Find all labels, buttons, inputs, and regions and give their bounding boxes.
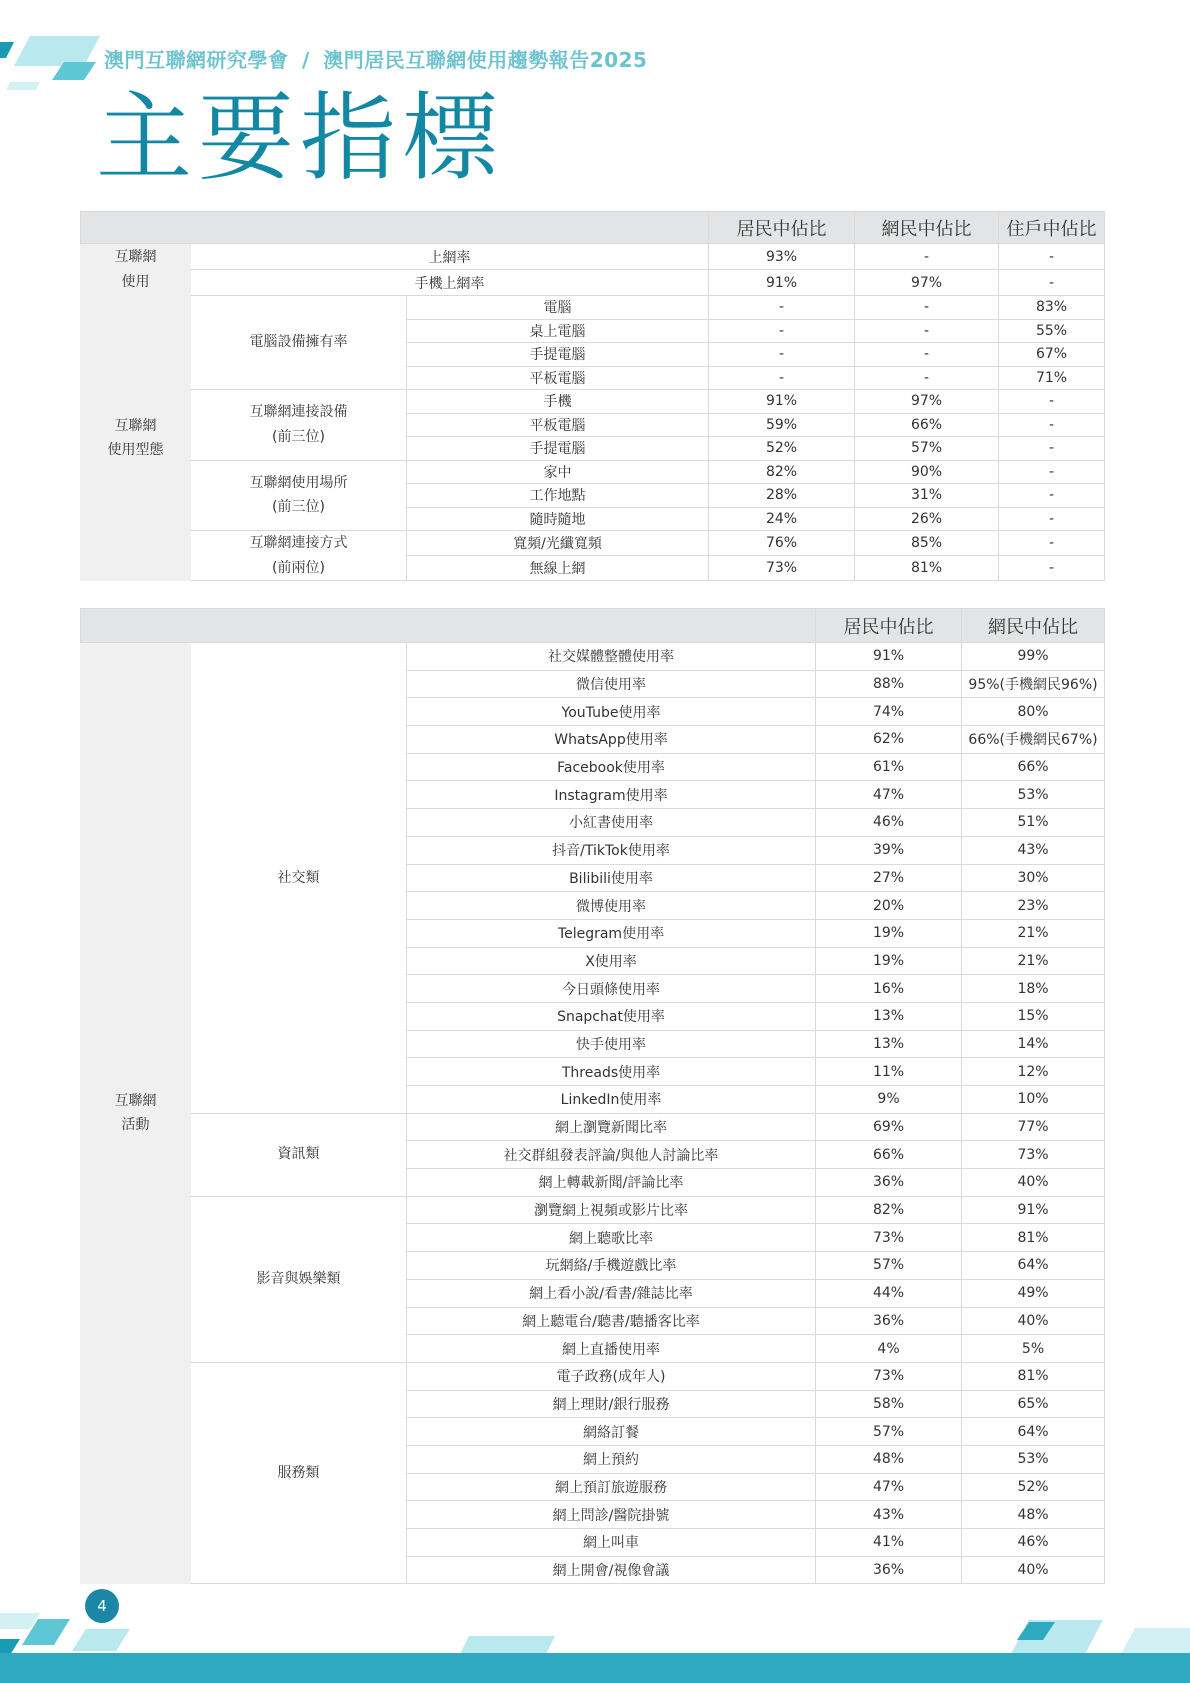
item-label: LinkedIn使用率 — [407, 1086, 816, 1114]
table-row — [81, 244, 1105, 270]
item-label: 瀏覽網上視頻或影片比率 — [407, 1196, 816, 1224]
item-label: 桌上電腦 — [407, 319, 709, 343]
value-cell: 28% — [709, 484, 855, 508]
value-cell: 62% — [816, 726, 962, 754]
value-cell: 81% — [962, 1362, 1105, 1390]
value-cell: 31% — [855, 484, 999, 508]
value-cell: 20% — [816, 892, 962, 920]
item-label: 網上直播使用率 — [407, 1335, 816, 1363]
value-cell: - — [709, 319, 855, 343]
value-cell: 82% — [816, 1196, 962, 1224]
value-cell: 52% — [709, 437, 855, 461]
col-header: 網民中佔比 — [962, 609, 1105, 643]
value-cell: 21% — [962, 947, 1105, 975]
value-cell: 57% — [816, 1418, 962, 1446]
value-cell: - — [855, 319, 999, 343]
footer-bar — [0, 1653, 1190, 1683]
value-cell: 73% — [816, 1224, 962, 1252]
value-cell: 47% — [816, 1473, 962, 1501]
item-label: 今日頭條使用率 — [407, 975, 816, 1003]
section-label: 互聯網 使用型態 — [81, 296, 191, 581]
value-cell: - — [709, 296, 855, 320]
item-label: 電子政務(成年人) — [407, 1362, 816, 1390]
item-label: X使用率 — [407, 947, 816, 975]
value-cell: 57% — [816, 1252, 962, 1280]
item-label: 無線上網 — [407, 556, 709, 581]
item-label: 玩網絡/手機遊戲比率 — [407, 1252, 816, 1280]
item-label: Facebook使用率 — [407, 753, 816, 781]
value-cell: - — [999, 390, 1105, 414]
value-cell: - — [999, 556, 1105, 581]
item-label: Bilibili使用率 — [407, 864, 816, 892]
value-cell: 65% — [962, 1390, 1105, 1418]
item-label: 手提電腦 — [407, 437, 709, 461]
bottom-right-decoration — [985, 1618, 1190, 1658]
group-label: 社交類 — [191, 643, 407, 1114]
table-row — [81, 390, 1105, 414]
value-cell: 52% — [962, 1473, 1105, 1501]
item-label: 寬頻/光纖寬頻 — [407, 531, 709, 556]
value-cell: 36% — [816, 1169, 962, 1197]
top-left-decoration — [0, 30, 110, 90]
item-label: 手提電腦 — [407, 343, 709, 367]
item-label: 電腦 — [407, 296, 709, 320]
value-cell: 66% — [962, 753, 1105, 781]
header-blank — [81, 609, 816, 643]
value-cell: - — [999, 484, 1105, 508]
item-label: 抖音/TikTok使用率 — [407, 836, 816, 864]
row-label: 手機上網率 — [191, 270, 709, 296]
value-cell: 9% — [816, 1086, 962, 1114]
value-cell: 53% — [962, 781, 1105, 809]
value-cell: 48% — [962, 1501, 1105, 1529]
item-label: 社交群組發表評論/與他人討論比率 — [407, 1141, 816, 1169]
value-cell: - — [709, 366, 855, 390]
value-cell: 40% — [962, 1307, 1105, 1335]
item-label: 網上聽電台/聽書/聽播客比率 — [407, 1307, 816, 1335]
value-cell: 55% — [999, 319, 1105, 343]
item-label: Snapchat使用率 — [407, 1002, 816, 1030]
usage-indicator-table — [80, 211, 1105, 581]
value-cell: 80% — [962, 698, 1105, 726]
page-title: 主要指標 — [96, 82, 504, 194]
value-cell: 36% — [816, 1307, 962, 1335]
value-cell: 5% — [962, 1335, 1105, 1363]
group-label: 電腦設備擁有率 — [191, 296, 407, 390]
item-label: 網上轉載新聞/評論比率 — [407, 1169, 816, 1197]
group-label: 服務類 — [191, 1362, 407, 1584]
value-cell: 82% — [709, 460, 855, 484]
section-label: 互聯網 使用 — [81, 244, 191, 296]
item-label: Telegram使用率 — [407, 919, 816, 947]
item-label: 網上預訂旅遊服務 — [407, 1473, 816, 1501]
value-cell: - — [999, 437, 1105, 461]
usage-table-body — [81, 212, 1105, 581]
value-cell: 91% — [962, 1196, 1105, 1224]
header-org: 澳門互聯網研究學會 — [104, 48, 289, 72]
value-cell: 53% — [962, 1445, 1105, 1473]
value-cell: 48% — [816, 1445, 962, 1473]
value-cell: 97% — [855, 390, 999, 414]
item-label: 小紅書使用率 — [407, 809, 816, 837]
value-cell: 23% — [962, 892, 1105, 920]
activity-indicator-table — [80, 608, 1105, 1584]
value-cell: 11% — [816, 1058, 962, 1086]
value-cell: 18% — [962, 975, 1105, 1003]
value-cell: 26% — [855, 507, 999, 531]
value-cell: - — [999, 460, 1105, 484]
item-label: 微博使用率 — [407, 892, 816, 920]
item-label: 網上瀏覽新聞比率 — [407, 1113, 816, 1141]
value-cell: 16% — [816, 975, 962, 1003]
group-label: 互聯網使用場所 (前三位) — [191, 460, 407, 531]
item-label: 社交媒體整體使用率 — [407, 643, 816, 671]
item-label: 家中 — [407, 460, 709, 484]
value-cell: 91% — [709, 270, 855, 296]
value-cell: 14% — [962, 1030, 1105, 1058]
value-cell: 71% — [999, 366, 1105, 390]
value-cell: 13% — [816, 1030, 962, 1058]
item-label: Threads使用率 — [407, 1058, 816, 1086]
section-label: 互聯網 活動 — [81, 643, 191, 1584]
value-cell: 30% — [962, 864, 1105, 892]
value-cell: 51% — [962, 809, 1105, 837]
value-cell: 4% — [816, 1335, 962, 1363]
value-cell: 41% — [816, 1529, 962, 1557]
value-cell: 46% — [962, 1529, 1105, 1557]
value-cell: 36% — [816, 1556, 962, 1584]
value-cell: 99% — [962, 643, 1105, 671]
value-cell: 57% — [855, 437, 999, 461]
header-blank — [81, 212, 709, 244]
col-header: 居民中佔比 — [709, 212, 855, 244]
value-cell: 27% — [816, 864, 962, 892]
table-row — [81, 643, 1105, 671]
table-header-row — [81, 212, 1105, 244]
value-cell: - — [855, 366, 999, 390]
value-cell: 19% — [816, 919, 962, 947]
group-label: 互聯網連接方式 (前兩位) — [191, 531, 407, 581]
value-cell: 40% — [962, 1169, 1105, 1197]
item-label: 網上聽歌比率 — [407, 1224, 816, 1252]
item-label: 網上理財/銀行服務 — [407, 1390, 816, 1418]
value-cell: 74% — [816, 698, 962, 726]
table-row — [81, 1113, 1105, 1141]
item-label: 網上叫車 — [407, 1529, 816, 1557]
item-label: Instagram使用率 — [407, 781, 816, 809]
item-label: 工作地點 — [407, 484, 709, 508]
table-row — [81, 1362, 1105, 1390]
item-label: 微信使用率 — [407, 670, 816, 698]
item-label: 網上預約 — [407, 1445, 816, 1473]
value-cell: 81% — [855, 556, 999, 581]
value-cell: 40% — [962, 1556, 1105, 1584]
group-label: 資訊類 — [191, 1113, 407, 1196]
item-label: YouTube使用率 — [407, 698, 816, 726]
value-cell: 47% — [816, 781, 962, 809]
value-cell: 91% — [816, 643, 962, 671]
value-cell: - — [855, 244, 999, 270]
value-cell: 64% — [962, 1418, 1105, 1446]
value-cell: 90% — [855, 460, 999, 484]
value-cell: 76% — [709, 531, 855, 556]
value-cell: 91% — [709, 390, 855, 414]
value-cell: 59% — [709, 413, 855, 437]
value-cell: 73% — [816, 1362, 962, 1390]
header-report: 澳門居民互聯網使用趨勢報告2025 — [323, 48, 648, 72]
item-label: 手機 — [407, 390, 709, 414]
col-header: 網民中佔比 — [855, 212, 999, 244]
table-header-row — [81, 609, 1105, 643]
value-cell: 85% — [855, 531, 999, 556]
value-cell: 66%(手機網民67%) — [962, 726, 1105, 754]
col-header: 居民中佔比 — [816, 609, 962, 643]
value-cell: 49% — [962, 1279, 1105, 1307]
value-cell: 66% — [855, 413, 999, 437]
value-cell: - — [999, 507, 1105, 531]
value-cell: 77% — [962, 1113, 1105, 1141]
value-cell: - — [999, 413, 1105, 437]
value-cell: 73% — [962, 1141, 1105, 1169]
value-cell: 21% — [962, 919, 1105, 947]
value-cell: 93% — [709, 244, 855, 270]
value-cell: - — [855, 343, 999, 367]
value-cell: 39% — [816, 836, 962, 864]
value-cell: 69% — [816, 1113, 962, 1141]
group-label: 影音與娛樂類 — [191, 1196, 407, 1362]
value-cell: 67% — [999, 343, 1105, 367]
value-cell: 15% — [962, 1002, 1105, 1030]
value-cell: 13% — [816, 1002, 962, 1030]
table-row — [81, 1196, 1105, 1224]
value-cell: 81% — [962, 1224, 1105, 1252]
value-cell: 97% — [855, 270, 999, 296]
item-label: WhatsApp使用率 — [407, 726, 816, 754]
item-label: 網上問診/醫院掛號 — [407, 1501, 816, 1529]
value-cell: 43% — [962, 836, 1105, 864]
table-row — [81, 460, 1105, 484]
value-cell: 19% — [816, 947, 962, 975]
col-header: 住戶中佔比 — [999, 212, 1105, 244]
value-cell: 12% — [962, 1058, 1105, 1086]
item-label: 平板電腦 — [407, 413, 709, 437]
value-cell: 66% — [816, 1141, 962, 1169]
value-cell: - — [999, 270, 1105, 296]
table-row — [81, 531, 1105, 556]
page-number: 4 — [85, 1589, 119, 1623]
value-cell: 73% — [709, 556, 855, 581]
item-label: 平板電腦 — [407, 366, 709, 390]
activity-table-body — [81, 609, 1105, 1584]
value-cell: 10% — [962, 1086, 1105, 1114]
value-cell: 44% — [816, 1279, 962, 1307]
value-cell: 64% — [962, 1252, 1105, 1280]
row-label: 上網率 — [191, 244, 709, 270]
value-cell: 95%(手機網民96%) — [962, 670, 1105, 698]
table-row — [81, 296, 1105, 320]
value-cell: 88% — [816, 670, 962, 698]
value-cell: 58% — [816, 1390, 962, 1418]
value-cell: - — [855, 296, 999, 320]
item-label: 快手使用率 — [407, 1030, 816, 1058]
item-label: 網上開會/視像會議 — [407, 1556, 816, 1584]
item-label: 網絡訂餐 — [407, 1418, 816, 1446]
value-cell: - — [709, 343, 855, 367]
group-label: 互聯網連接設備 (前三位) — [191, 390, 407, 461]
item-label: 隨時隨地 — [407, 507, 709, 531]
value-cell: - — [999, 244, 1105, 270]
value-cell: 43% — [816, 1501, 962, 1529]
report-header — [104, 44, 647, 73]
value-cell: 61% — [816, 753, 962, 781]
value-cell: 83% — [999, 296, 1105, 320]
value-cell: - — [999, 531, 1105, 556]
header-separator: / — [301, 48, 310, 72]
value-cell: 46% — [816, 809, 962, 837]
value-cell: 24% — [709, 507, 855, 531]
table-row — [81, 270, 1105, 296]
item-label: 網上看小說/看書/雜誌比率 — [407, 1279, 816, 1307]
